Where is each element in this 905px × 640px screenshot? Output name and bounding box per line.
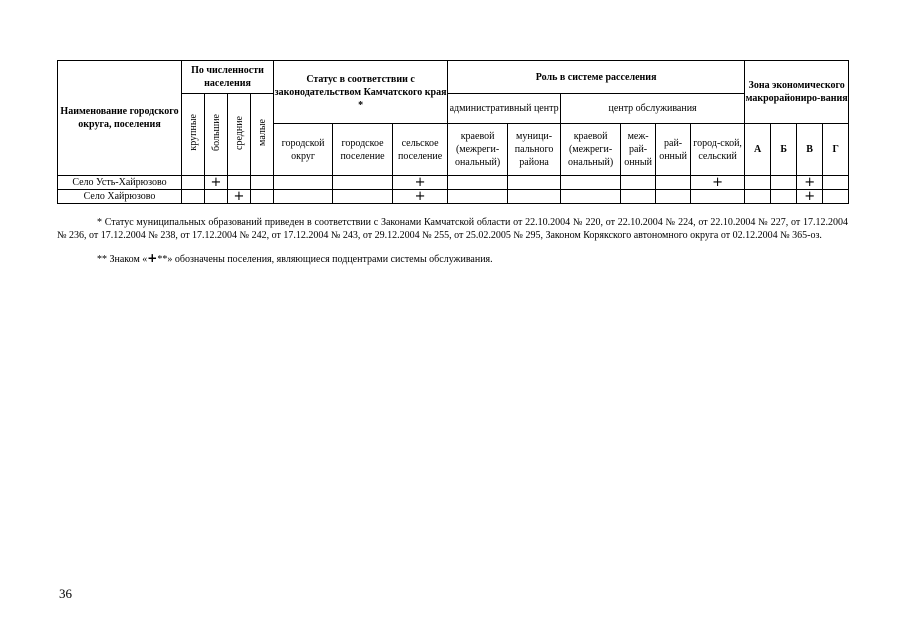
settlements-table bbox=[57, 60, 849, 204]
header-name: Наименование городского округа, поселения bbox=[58, 61, 182, 176]
table-cell bbox=[691, 190, 745, 204]
table-cell bbox=[205, 190, 228, 204]
header-admin-regional: краевой (межреги-ональный) bbox=[448, 124, 508, 176]
footnote-status: * Статус муниципальных образований приведен в соответствии с Законами Камчатской области от 22.10.2004 № 220, от 22.10.2004 № 224, от 22.10.2004 № 227, от 17.12.2004 № 236, от 17.12.2004 № 238, от 17.12.2004 № 242, от 17.12.2004 № 243, от 29.12.2004 № 255, от 25.02.2005 № 295, Законом Корякского автономного округа от 02.12.2004 № 365-оз. bbox=[57, 217, 848, 241]
table-row bbox=[58, 176, 849, 190]
table-cell bbox=[274, 190, 333, 204]
table-cell bbox=[561, 176, 621, 190]
header-pop-big: большие bbox=[205, 94, 228, 176]
table-row bbox=[58, 190, 849, 204]
table-cell: + bbox=[797, 176, 823, 190]
table-cell bbox=[448, 176, 508, 190]
table-cell bbox=[656, 190, 691, 204]
table-cell bbox=[823, 176, 849, 190]
header-zone-g: Г bbox=[823, 124, 849, 176]
header-status-urban-okrug: городской округ bbox=[274, 124, 333, 176]
table-cell bbox=[745, 190, 771, 204]
header-zone-v: В bbox=[797, 124, 823, 176]
table-cell bbox=[228, 176, 251, 190]
footnote-text-end: **» обозначены поселения, являющиеся подцентрами системы обслуживания. bbox=[157, 254, 493, 265]
row-name: Село Усть-Хайрюзово bbox=[58, 176, 182, 190]
header-pop-small: малые bbox=[251, 94, 274, 176]
plus-icon: + bbox=[147, 251, 158, 265]
footnote-subcenters bbox=[57, 252, 848, 266]
table-cell bbox=[745, 176, 771, 190]
header-zone: Зона экономического макрорайониро-вания bbox=[745, 61, 849, 124]
header-service-interdistrict: меж-рай-онный bbox=[621, 124, 656, 176]
header-service-regional: краевой (межреги-ональный) bbox=[561, 124, 621, 176]
table-cell bbox=[508, 190, 561, 204]
header-status-rural-settlement: сельское поселение bbox=[393, 124, 448, 176]
header-role: Роль в системе расселения bbox=[448, 61, 745, 94]
table-cell bbox=[561, 190, 621, 204]
table-cell bbox=[771, 190, 797, 204]
header-zone-b: Б bbox=[771, 124, 797, 176]
table-cell: + bbox=[797, 190, 823, 204]
header-population: По численности населения bbox=[182, 61, 274, 94]
table-cell bbox=[274, 176, 333, 190]
header-pop-medium: средние bbox=[228, 94, 251, 176]
table-cell bbox=[621, 190, 656, 204]
header-admin-municipal: муници-пального района bbox=[508, 124, 561, 176]
table-cell bbox=[621, 176, 656, 190]
header-status: Статус в соответствии с законодательством Камчатского края * bbox=[274, 61, 448, 124]
footnotes bbox=[57, 216, 848, 266]
header-service-district: рай-онный bbox=[656, 124, 691, 176]
table-cell: + bbox=[691, 176, 745, 190]
table-cell bbox=[448, 190, 508, 204]
table-cell bbox=[251, 190, 274, 204]
header-service-local: город-ской, сельский bbox=[691, 124, 745, 176]
header-zone-a: А bbox=[745, 124, 771, 176]
row-name: Село Хайрюзово bbox=[58, 190, 182, 204]
header-service-center: центр обслуживания bbox=[561, 94, 745, 124]
table-cell bbox=[251, 176, 274, 190]
table-cell: + bbox=[228, 190, 251, 204]
table-cell bbox=[333, 190, 393, 204]
header-status-urban-settlement: городское поселение bbox=[333, 124, 393, 176]
table-cell bbox=[182, 190, 205, 204]
table-cell bbox=[182, 176, 205, 190]
footnote-text-start: ** Знаком « bbox=[97, 254, 148, 265]
table-cell: + bbox=[393, 190, 448, 204]
page-number: 36 bbox=[59, 586, 72, 601]
table-cell bbox=[656, 176, 691, 190]
table-cell bbox=[508, 176, 561, 190]
table-cell bbox=[333, 176, 393, 190]
header-admin-center: административный центр bbox=[448, 94, 561, 124]
table-cell: + bbox=[205, 176, 228, 190]
header-pop-large: крупные bbox=[182, 94, 205, 176]
table-cell: + bbox=[393, 176, 448, 190]
table-cell bbox=[771, 176, 797, 190]
table-cell bbox=[823, 190, 849, 204]
